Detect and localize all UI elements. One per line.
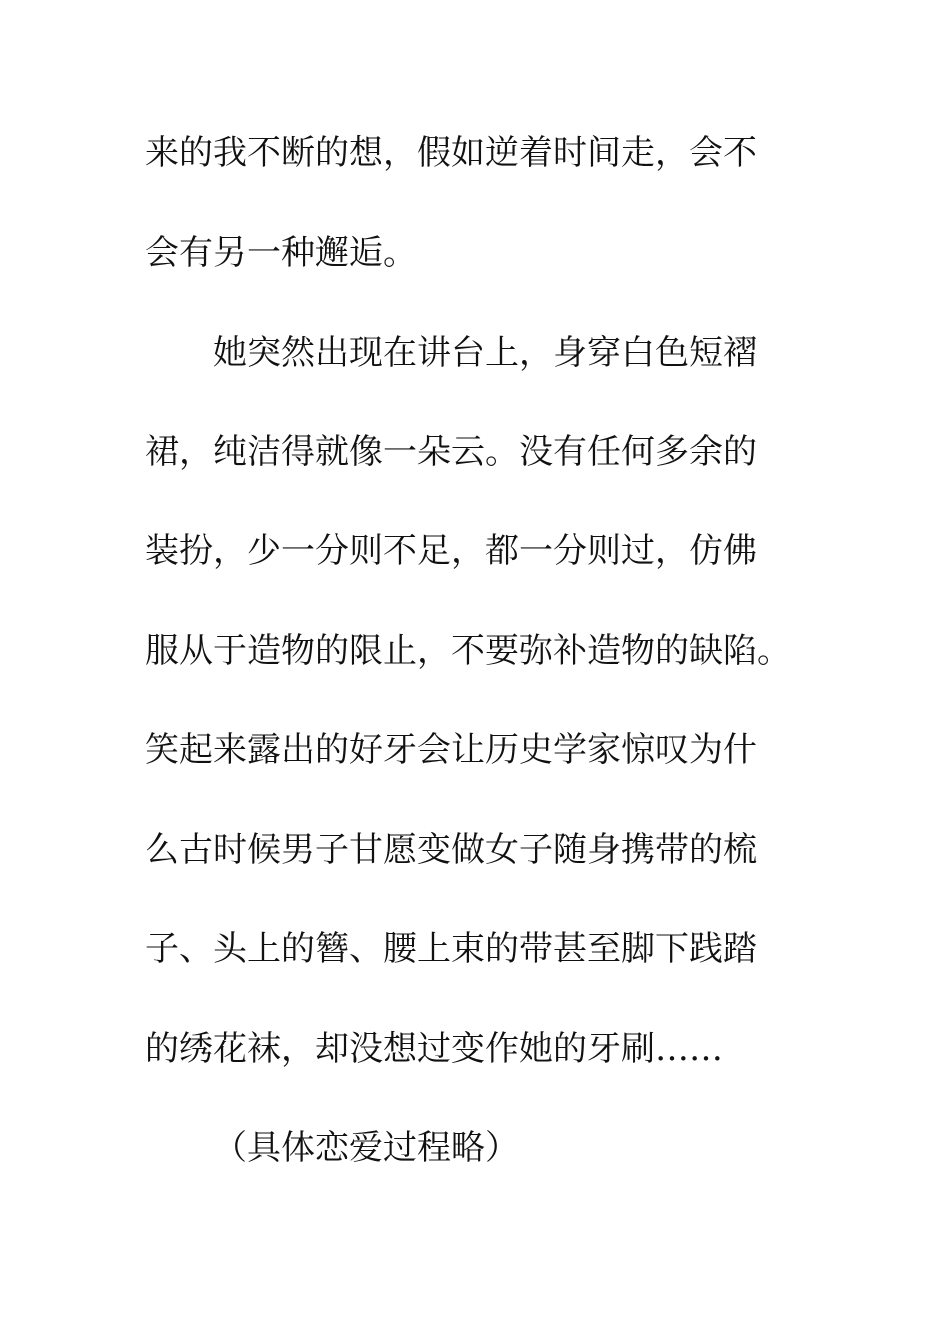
text-line: 子、头上的簪、腰上束的带甚至脚下践踏	[145, 929, 757, 969]
text-line: 笑起来露出的好牙会让历史学家惊叹为什	[145, 730, 757, 770]
paragraph-start-line: 她突然出现在讲台上，身穿白色短褶	[213, 333, 757, 373]
text-line: 的绣花袜，却没想过变作她的牙刷……	[145, 1029, 723, 1069]
parenthetical-note: （具体恋爱过程略）	[213, 1128, 519, 1168]
text-line: 装扮，少一分则不足，都一分则过，仿佛	[145, 531, 757, 571]
text-line: 来的我不断的想，假如逆着时间走，会不	[145, 133, 757, 173]
text-line: 会有另一种邂逅。	[145, 233, 417, 273]
text-line: 么古时候男子甘愿变做女子随身携带的梳	[145, 830, 757, 870]
text-line: 服从于造物的限止，不要弥补造物的缺陷。	[145, 631, 791, 671]
text-line: 裙，纯洁得就像一朵云。没有任何多余的	[145, 432, 757, 472]
